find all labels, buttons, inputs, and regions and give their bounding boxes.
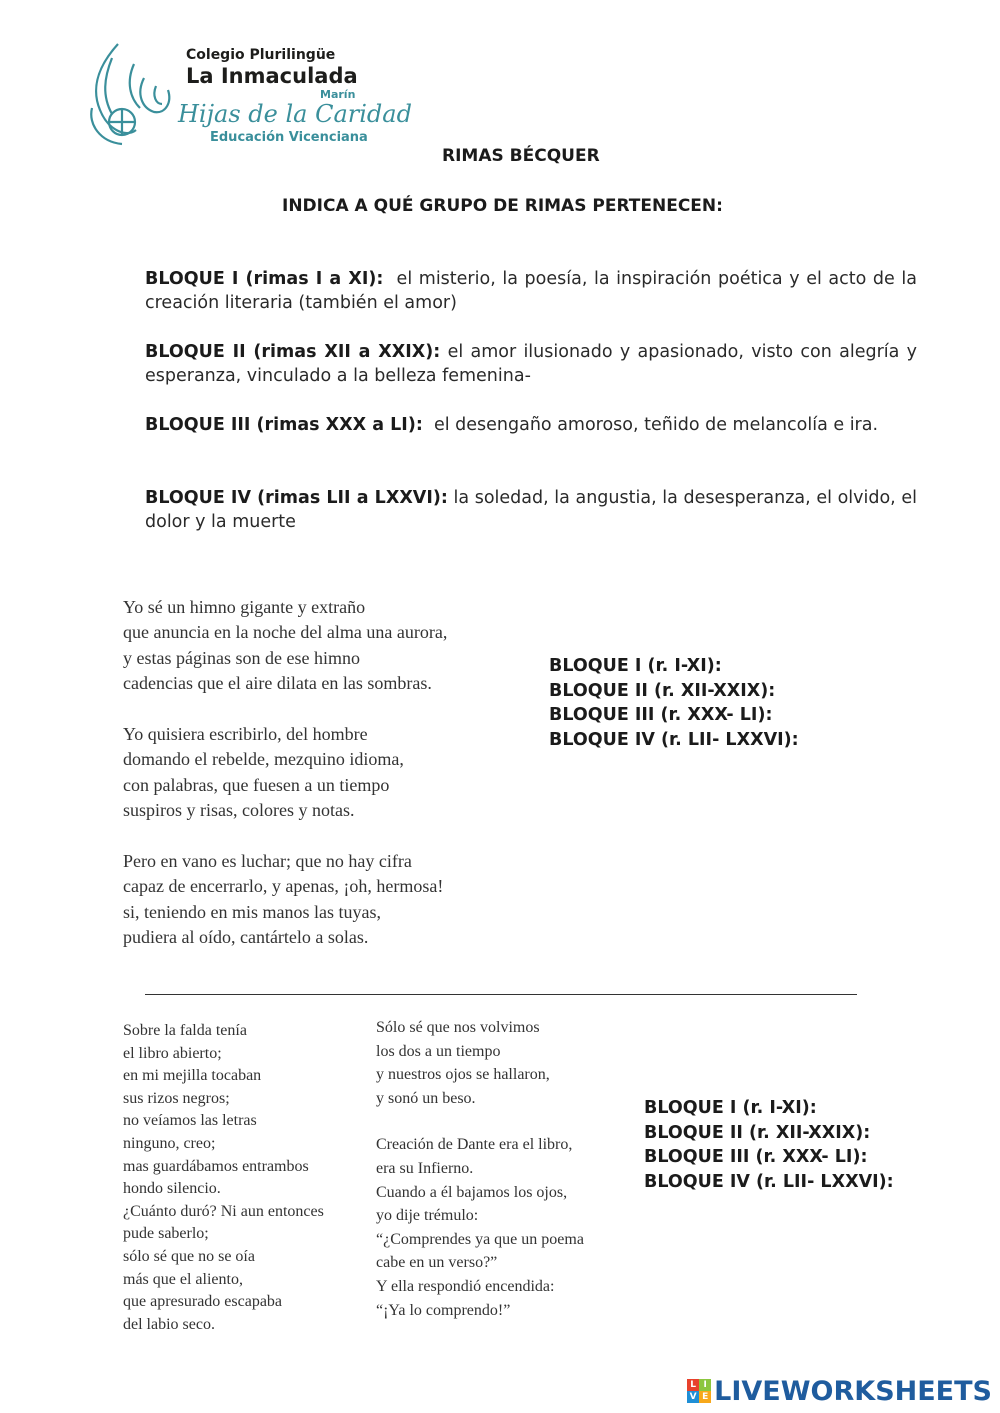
answer-option-bloque-4[interactable]: BLOQUE IV (r. LII- LXXVI): <box>549 729 799 750</box>
answer-option-bloque-1[interactable]: BLOQUE I (r. I-XI): <box>644 1098 817 1118</box>
poem-line: y estas páginas son de ese himno <box>123 647 360 668</box>
poem-line: cabe en un verso?” <box>376 1254 498 1272</box>
flame-cross-icon <box>82 38 182 156</box>
poem-line: Yo sé un himno gigante y extraño <box>123 597 366 617</box>
bloque-label: BLOQUE III (rimas XXX a LI): <box>145 415 423 435</box>
poem-line: hondo silencio. <box>123 1180 221 1198</box>
answer-options-2 <box>644 1096 894 1194</box>
answer-option-bloque-3[interactable]: BLOQUE III (r. XXX- LI): <box>644 1147 868 1167</box>
poem-rima-2-part-1 <box>123 1020 324 1336</box>
poem-line: los dos a un tiempo <box>376 1042 501 1060</box>
bloque-description <box>145 413 917 437</box>
poem-line: domando el rebelde, mezquino idioma, <box>123 749 404 770</box>
poem-line: capaz de encerrarlo, y apenas, ¡oh, hermosa! <box>123 876 444 897</box>
logo-school-name: La Inmaculada <box>186 64 358 88</box>
stanza-gap <box>123 824 447 849</box>
poem-line: Sólo sé que nos volvimos <box>376 1019 540 1036</box>
poem-line: y nuestros ojos se hallaron, <box>376 1066 550 1084</box>
logo-school-type: Colegio Plurilingüe <box>186 47 336 63</box>
poem-line: “¡Ya lo comprendo!” <box>376 1301 511 1319</box>
stanza-gap <box>376 1110 621 1133</box>
liveworksheets-watermark <box>687 1376 992 1406</box>
bloque-description <box>145 486 917 534</box>
poem-line: y sonó un beso. <box>376 1089 476 1107</box>
poem-line: ninguno, creo; <box>123 1134 216 1152</box>
poem-line: con palabras, que fuesen a un tiempo <box>123 774 390 795</box>
poem-line: pude saberlo; <box>123 1225 209 1243</box>
poem-rima-2-part-2 <box>376 1016 621 1322</box>
poem-line: sólo sé que no se oía <box>123 1247 255 1265</box>
poem-line: que apresurado escapaba <box>123 1293 283 1311</box>
liveworksheets-logo-icon <box>687 1379 711 1403</box>
logo-order: Hijas de la Caridad <box>178 100 412 128</box>
watermark-text: LIVEWORKSHEETS <box>714 1375 992 1407</box>
poem-line: que anuncia en la noche del alma una aurora, <box>123 622 448 643</box>
badge-letter: E <box>699 1391 711 1403</box>
badge-letter: I <box>699 1379 711 1391</box>
stanza-gap <box>123 697 447 722</box>
answer-option-bloque-2[interactable]: BLOQUE II (r. XII-XXIX): <box>549 680 776 701</box>
poem-line: mas guardábamos entrambos <box>123 1157 309 1175</box>
bloque-description <box>145 340 917 388</box>
logo-tagline: Educación Vicenciana <box>210 130 368 145</box>
page-title: RIMAS BÉCQUER <box>442 146 600 166</box>
poem-line: más que el aliento, <box>123 1270 243 1288</box>
badge-letter: V <box>687 1391 699 1403</box>
logo-town: Marín <box>320 88 356 101</box>
answer-option-bloque-1[interactable]: BLOQUE I (r. I-XI): <box>549 656 722 676</box>
bloque-label: BLOQUE I (rimas I a XI): <box>145 269 384 289</box>
bloque-description <box>145 267 917 315</box>
answer-options-1 <box>549 654 799 752</box>
poem-line: pudiera al oído, cantártelo a solas. <box>123 927 369 948</box>
poem-line: Creación de Dante era el libro, <box>376 1136 573 1154</box>
poem-line: ¿Cuánto duró? Ni aun entonces <box>123 1202 324 1220</box>
poem-line: yo dije trémulo: <box>376 1207 479 1225</box>
badge-letter: L <box>687 1379 699 1391</box>
bloque-text: el desengaño amoroso, teñido de melancolía e ira. <box>433 415 879 435</box>
answer-option-bloque-2[interactable]: BLOQUE II (r. XII-XXIX): <box>644 1122 871 1143</box>
poem-line: Y ella respondió encendida: <box>376 1277 555 1295</box>
poem-line: Sobre la falda tenía <box>123 1022 247 1039</box>
bloque-text: la soledad, la angustia, la desesperanza, el olvido, el dolor y la muerte <box>145 488 917 532</box>
poem-line: si, teniendo en mis manos las tuyas, <box>123 901 381 922</box>
answer-option-bloque-3[interactable]: BLOQUE III (r. XXX- LI): <box>549 705 773 725</box>
poem-line: sus rizos negros; <box>123 1089 230 1107</box>
poem-line: era su Infierno. <box>376 1159 474 1177</box>
bloque-text: el amor ilusionado y apasionado, visto con alegría y esperanza, vinculado a la belleza femenina- <box>145 342 917 386</box>
answer-option-bloque-4[interactable]: BLOQUE IV (r. LII- LXXVI): <box>644 1171 894 1192</box>
poem-line: cadencias que el aire dilata en las sombras. <box>123 673 432 694</box>
poem-line: “¿Comprendes ya que un poema <box>376 1230 584 1248</box>
bloque-label: BLOQUE II (rimas XII a XXIX): <box>145 342 441 362</box>
poem-line: no veíamos las letras <box>123 1112 257 1130</box>
section-divider <box>145 994 857 995</box>
school-logo <box>82 38 412 156</box>
poem-line: en mi mejilla tocaban <box>123 1067 262 1085</box>
page-instruction: INDICA A QUÉ GRUPO DE RIMAS PERTENECEN: <box>282 196 723 216</box>
poem-line: del labio seco. <box>123 1315 215 1333</box>
poem-rima-1 <box>123 595 447 950</box>
poem-line: Cuando a él bajamos los ojos, <box>376 1183 568 1201</box>
bloque-label: BLOQUE IV (rimas LII a LXXVI): <box>145 488 448 508</box>
poem-line: suspiros y risas, colores y notas. <box>123 800 355 821</box>
poem-line: Pero en vano es luchar; que no hay cifra <box>123 850 412 871</box>
poem-line: el libro abierto; <box>123 1044 222 1062</box>
bloque-text: el misterio, la poesía, la inspiración poética y el acto de la creación literaria (también el amor) <box>145 269 917 313</box>
poem-line: Yo quisiera escribirlo, del hombre <box>123 723 368 744</box>
